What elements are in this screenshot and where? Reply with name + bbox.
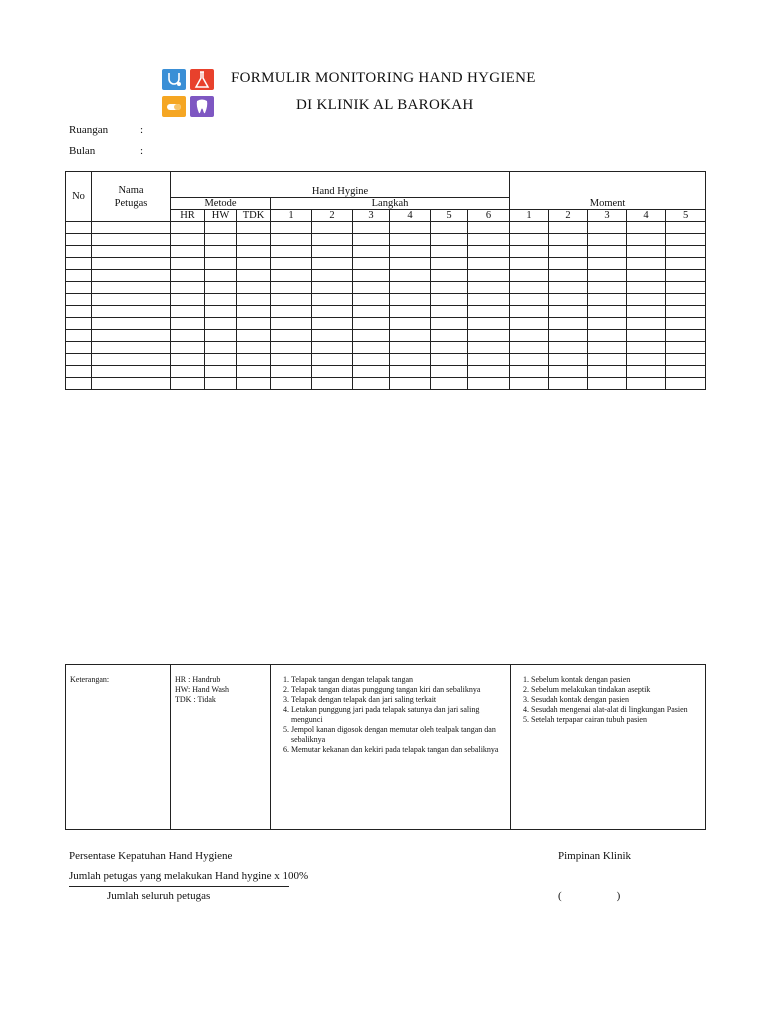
table-cell[interactable] [468,294,510,306]
stethoscope-icon [162,69,186,90]
table-cell[interactable] [627,306,666,318]
table-cell[interactable] [510,270,549,282]
table-cell[interactable] [271,354,312,366]
signature-placeholder: ( ) [558,890,621,902]
table-cell[interactable] [171,234,205,246]
table-cell[interactable] [431,330,468,342]
table-cell[interactable] [468,366,510,378]
table-cell[interactable] [312,378,353,390]
table-cell[interactable] [627,318,666,330]
table-cell[interactable] [588,270,627,282]
ruangan-label: Ruangan [69,124,109,136]
table-cell[interactable] [171,270,205,282]
table-cell[interactable] [312,222,353,234]
table-cell[interactable] [468,342,510,354]
table-cell[interactable] [468,246,510,258]
table-cell[interactable] [271,318,312,330]
table-cell[interactable] [588,366,627,378]
table-cell[interactable] [353,222,390,234]
table-cell[interactable] [390,294,431,306]
table-cell[interactable] [237,294,271,306]
table-cell[interactable] [549,258,588,270]
table-cell[interactable] [312,306,353,318]
keterangan-label: Keterangan: [66,665,171,830]
table-cell[interactable] [627,330,666,342]
table-cell[interactable] [353,306,390,318]
table-cell[interactable] [666,258,706,270]
table-cell[interactable] [66,378,92,390]
table-cell[interactable] [431,318,468,330]
table-cell[interactable] [627,234,666,246]
table-cell[interactable] [205,294,237,306]
metode-col-tdk: TDK [237,210,271,222]
table-cell[interactable] [588,378,627,390]
table-cell[interactable] [627,246,666,258]
table-cell[interactable] [468,258,510,270]
table-cell[interactable] [390,354,431,366]
table-cell[interactable] [627,294,666,306]
moment-col-5: 5 [666,210,706,222]
table-cell[interactable] [549,366,588,378]
table-cell[interactable] [510,246,549,258]
table-cell[interactable] [205,342,237,354]
table-cell[interactable] [666,270,706,282]
table-row [66,222,706,234]
table-cell[interactable] [92,318,171,330]
ruangan-colon: : [140,124,144,136]
table-cell[interactable] [666,318,706,330]
langkah-item: 5. Jempol kanan digosok dengan memutar oleh tealpak tangan dan sebaliknya [291,725,506,745]
table-cell[interactable] [390,366,431,378]
langkah-legend [271,665,511,830]
table-cell[interactable] [390,270,431,282]
table-cell[interactable] [390,318,431,330]
table-cell[interactable] [549,270,588,282]
table-cell[interactable] [549,354,588,366]
table-cell[interactable] [237,330,271,342]
table-cell[interactable] [666,306,706,318]
table-cell[interactable] [627,378,666,390]
moment-legend [511,665,706,830]
table-cell[interactable] [312,258,353,270]
table-cell[interactable] [312,318,353,330]
table-cell[interactable] [510,366,549,378]
table-row [66,354,706,366]
table-cell[interactable] [549,342,588,354]
table-cell[interactable] [66,234,92,246]
table-cell[interactable] [171,222,205,234]
table-cell[interactable] [468,354,510,366]
table-row [66,234,706,246]
table-cell[interactable] [510,330,549,342]
table-cell[interactable] [588,318,627,330]
table-cell[interactable] [588,282,627,294]
table-cell[interactable] [171,354,205,366]
table-cell[interactable] [92,330,171,342]
form-title-line1: FORMULIR MONITORING HAND HYGIENE [231,70,536,86]
table-cell[interactable] [431,270,468,282]
table-cell[interactable] [205,282,237,294]
langkah-item: 2. Telapak tangan diatas punggung tangan kiri dan sebaliknya [291,685,506,695]
table-cell[interactable] [66,354,92,366]
table-cell[interactable] [666,354,706,366]
table-cell[interactable] [588,234,627,246]
table-cell[interactable] [353,270,390,282]
table-cell[interactable] [627,282,666,294]
table-cell[interactable] [468,318,510,330]
table-cell[interactable] [390,342,431,354]
table-cell[interactable] [66,282,92,294]
table-cell[interactable] [237,318,271,330]
formula-denominator: Jumlah seluruh petugas [107,890,211,902]
table-cell[interactable] [92,342,171,354]
moment-col-1: 1 [510,210,549,222]
table-cell[interactable] [390,222,431,234]
table-row [66,330,706,342]
table-cell[interactable] [390,246,431,258]
table-cell[interactable] [588,306,627,318]
table-cell[interactable] [312,366,353,378]
table-cell[interactable] [312,282,353,294]
nama-header-line2: Petugas [114,197,148,209]
table-cell[interactable] [390,258,431,270]
moment-col-4: 4 [627,210,666,222]
table-cell[interactable] [431,354,468,366]
table-cell[interactable] [510,306,549,318]
table-cell[interactable] [431,282,468,294]
table-cell[interactable] [510,282,549,294]
table-cell[interactable] [588,222,627,234]
table-cell[interactable] [237,342,271,354]
table-cell[interactable] [205,222,237,234]
table-cell[interactable] [312,270,353,282]
table-cell[interactable] [171,306,205,318]
table-row [66,258,706,270]
metode-header: Metode [171,198,271,210]
table-cell[interactable] [271,282,312,294]
table-cell[interactable] [312,294,353,306]
table-cell[interactable] [66,366,92,378]
table-row [66,282,706,294]
table-cell[interactable] [588,258,627,270]
table-cell[interactable] [66,330,92,342]
table-cell[interactable] [390,378,431,390]
clinic-logo [162,69,216,117]
table-cell[interactable] [171,330,205,342]
table-cell[interactable] [549,378,588,390]
table-cell[interactable] [431,342,468,354]
flask-icon [190,69,214,90]
table-cell[interactable] [510,378,549,390]
langkah-col-4: 4 [390,210,431,222]
table-cell[interactable] [271,294,312,306]
table-cell[interactable] [312,342,353,354]
fraction-line [69,886,289,887]
moment-item: 5. Setelah terpapar cairan tubuh pasien [531,715,701,725]
table-cell[interactable] [66,222,92,234]
table-cell[interactable] [390,282,431,294]
bulan-label: Bulan [69,145,96,157]
table-cell[interactable] [431,294,468,306]
table-cell[interactable] [390,234,431,246]
table-cell[interactable] [271,342,312,354]
table-cell[interactable] [237,366,271,378]
table-cell[interactable] [588,246,627,258]
table-cell[interactable] [666,294,706,306]
table-cell[interactable] [353,234,390,246]
table-cell[interactable] [237,258,271,270]
metode-col-hw: HW [205,210,237,222]
table-cell[interactable] [549,246,588,258]
table-cell[interactable] [353,294,390,306]
table-cell[interactable] [92,258,171,270]
table-cell[interactable] [171,318,205,330]
table-cell[interactable] [627,270,666,282]
table-cell[interactable] [66,342,92,354]
table-cell[interactable] [431,366,468,378]
table-cell[interactable] [205,378,237,390]
table-row [66,270,706,282]
table-cell[interactable] [66,306,92,318]
table-cell[interactable] [92,294,171,306]
table-cell[interactable] [353,282,390,294]
table-cell[interactable] [66,294,92,306]
code-tdk: TDK : Tidak [175,695,216,704]
table-cell[interactable] [271,270,312,282]
table-cell[interactable] [171,282,205,294]
table-cell[interactable] [549,294,588,306]
table-row [66,246,706,258]
table-cell[interactable] [205,366,237,378]
table-cell[interactable] [666,246,706,258]
table-cell[interactable] [468,330,510,342]
table-cell[interactable] [312,234,353,246]
table-cell[interactable] [666,330,706,342]
table-row [66,378,706,390]
table-cell[interactable] [549,234,588,246]
table-cell[interactable] [271,246,312,258]
table-cell[interactable] [627,222,666,234]
table-row [66,306,706,318]
metode-col-hr: HR [171,210,205,222]
table-cell[interactable] [468,270,510,282]
form-title-line2: DI KLINIK AL BAROKAH [296,97,474,113]
table-cell[interactable] [431,306,468,318]
nama-header-line1: Nama [118,184,144,196]
table-cell[interactable] [353,246,390,258]
table-cell[interactable] [171,342,205,354]
table-cell[interactable] [205,246,237,258]
table-cell[interactable] [510,294,549,306]
pill-icon [162,96,186,117]
table-cell[interactable] [627,258,666,270]
table-cell[interactable] [431,222,468,234]
table-cell[interactable] [510,342,549,354]
table-cell[interactable] [468,306,510,318]
table-cell[interactable] [353,378,390,390]
table-cell[interactable] [510,258,549,270]
table-cell[interactable] [468,222,510,234]
table-cell[interactable] [468,378,510,390]
no-header: No [66,172,92,222]
table-cell[interactable] [431,258,468,270]
moment-col-2: 2 [549,210,588,222]
langkah-col-5: 5 [431,210,468,222]
table-cell[interactable] [205,318,237,330]
table-cell[interactable] [271,378,312,390]
table-cell[interactable] [431,234,468,246]
table-cell[interactable] [237,246,271,258]
table-cell[interactable] [237,378,271,390]
table-cell[interactable] [353,258,390,270]
table-cell[interactable] [353,342,390,354]
table-cell[interactable] [237,282,271,294]
moment-item: 2. Sebelum melakukan tindakan aseptik [531,685,701,695]
table-cell[interactable] [66,318,92,330]
legend-codes [171,665,271,830]
langkah-col-3: 3 [353,210,390,222]
table-cell[interactable] [510,222,549,234]
moment-col-3: 3 [588,210,627,222]
nama-petugas-header [92,172,171,222]
langkah-header: Langkah [271,198,510,210]
table-cell[interactable] [431,378,468,390]
table-cell[interactable] [353,354,390,366]
table-cell[interactable] [390,330,431,342]
persentase-label: Persentase Kepatuhan Hand Hygiene [69,850,233,862]
table-cell[interactable] [666,366,706,378]
table-cell[interactable] [549,306,588,318]
moment-header: Moment [510,172,706,210]
bulan-colon: : [140,145,144,157]
table-cell[interactable] [205,306,237,318]
langkah-col-6: 6 [468,210,510,222]
table-cell[interactable] [237,234,271,246]
table-cell[interactable] [92,282,171,294]
table-cell[interactable] [237,222,271,234]
table-cell[interactable] [205,270,237,282]
table-cell[interactable] [312,354,353,366]
table-cell[interactable] [66,246,92,258]
table-cell[interactable] [666,234,706,246]
moment-item: 3. Sesudah kontak dengan pasien [531,695,701,705]
table-cell[interactable] [205,354,237,366]
table-cell[interactable] [92,246,171,258]
table-cell[interactable] [171,366,205,378]
table-cell[interactable] [205,234,237,246]
table-cell[interactable] [312,330,353,342]
table-cell[interactable] [92,270,171,282]
table-cell[interactable] [588,330,627,342]
moment-item: 1. Sebelum kontak dengan pasien [531,675,701,685]
table-cell[interactable] [171,294,205,306]
table-cell[interactable] [549,222,588,234]
table-cell[interactable] [549,282,588,294]
table-cell[interactable] [666,222,706,234]
table-cell[interactable] [666,342,706,354]
table-cell[interactable] [588,342,627,354]
monitoring-table [65,171,706,390]
table-cell[interactable] [92,306,171,318]
pimpinan-klinik-label: Pimpinan Klinik [558,850,632,862]
table-cell[interactable] [549,330,588,342]
table-cell[interactable] [66,258,92,270]
table-cell[interactable] [271,258,312,270]
table-cell[interactable] [468,234,510,246]
langkah-item: 3. Telapak dengan telapak dan jari saling terkait [291,695,506,705]
table-cell[interactable] [171,258,205,270]
table-cell[interactable] [205,258,237,270]
table-row [66,294,706,306]
table-cell[interactable] [66,270,92,282]
langkah-col-1: 1 [271,210,312,222]
langkah-col-2: 2 [312,210,353,222]
langkah-item: 4. Letakan punggung jari pada telapak satunya dan jari saling mengunci [291,705,506,725]
table-cell[interactable] [588,294,627,306]
table-cell[interactable] [588,354,627,366]
table-row [66,342,706,354]
table-cell[interactable] [666,378,706,390]
table-cell[interactable] [271,366,312,378]
table-cell[interactable] [271,306,312,318]
langkah-item: 1. Telapak tangan dengan telapak tangan [291,675,506,685]
table-cell[interactable] [353,366,390,378]
table-row [66,318,706,330]
table-cell[interactable] [390,306,431,318]
langkah-item: 6. Memutar kekanan dan kekiri pada telapak tangan dan sebaliknya [291,745,506,755]
table-cell[interactable] [237,270,271,282]
table-cell[interactable] [353,330,390,342]
table-cell[interactable] [271,234,312,246]
table-cell[interactable] [171,246,205,258]
hand-hygine-header: Hand Hygine [171,172,510,198]
table-cell[interactable] [92,354,171,366]
table-cell[interactable] [92,366,171,378]
table-cell[interactable] [92,378,171,390]
tooth-icon [190,96,214,117]
table-cell[interactable] [353,318,390,330]
table-cell[interactable] [510,234,549,246]
moment-item: 4. Sesudah mengenai alat-alat di lingkungan Pasien [531,705,701,715]
table-cell[interactable] [627,354,666,366]
table-row [66,366,706,378]
table-cell[interactable] [271,330,312,342]
table-cell[interactable] [271,222,312,234]
code-hw: HW: Hand Wash [175,685,230,694]
table-cell[interactable] [237,354,271,366]
table-cell[interactable] [666,282,706,294]
table-cell[interactable] [510,318,549,330]
table-cell[interactable] [549,318,588,330]
table-cell[interactable] [92,222,171,234]
table-cell[interactable] [627,342,666,354]
table-cell[interactable] [171,378,205,390]
formula-numerator: Jumlah petugas yang melakukan Hand hygine x 100% [69,870,309,882]
table-cell[interactable] [431,246,468,258]
table-cell[interactable] [312,246,353,258]
code-hr: HR : Handrub [175,675,221,684]
table-cell[interactable] [468,282,510,294]
table-cell[interactable] [510,354,549,366]
legend-table [65,664,706,830]
table-cell[interactable] [205,330,237,342]
table-cell[interactable] [237,306,271,318]
table-cell[interactable] [92,234,171,246]
table-cell[interactable] [627,366,666,378]
